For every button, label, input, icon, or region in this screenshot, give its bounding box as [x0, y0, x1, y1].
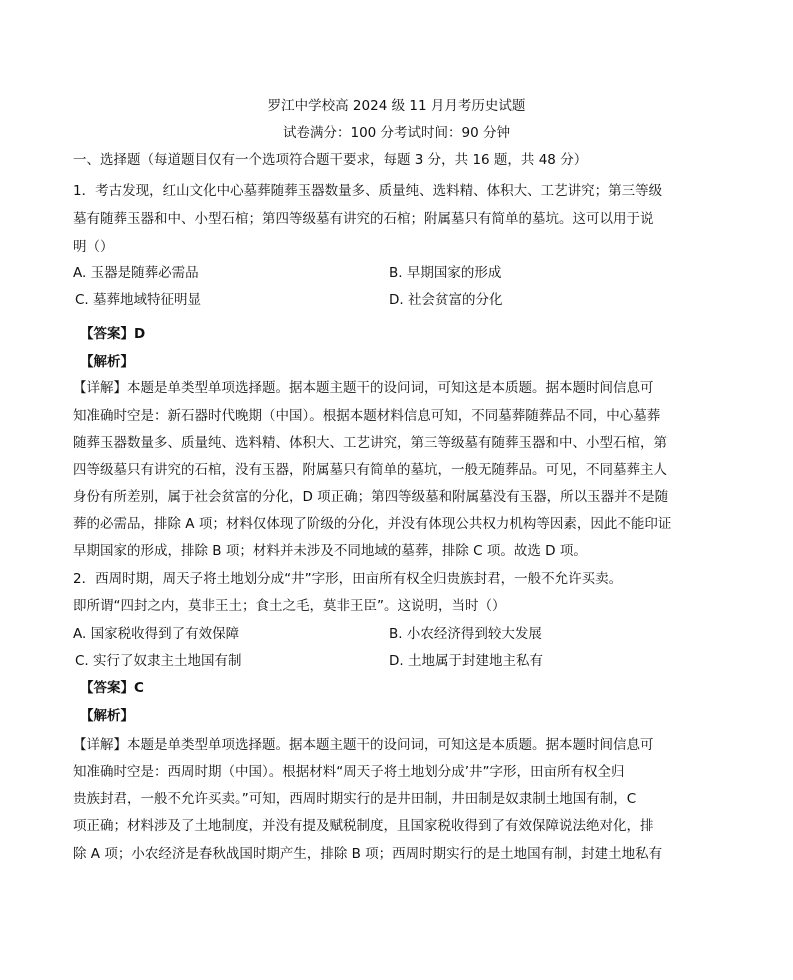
- exam-subtitle: 试卷满分：100 分考试时间：90 分钟: [282, 125, 511, 141]
- q2-option-c: C. 实行了奴隶主土地国有制: [75, 653, 242, 669]
- q1-detail-line: 随葬玉器数量多、质量纯、选料精、体积大、工艺讲究，第三等级墓有随葬玉器和中、小型石棺，第: [73, 435, 667, 451]
- q1-detail-line: 四等级墓只有讲究的石棺，没有玉器，附属墓只有简单的墓坑，一般无随葬品。可见，不同墓葬主人: [73, 462, 667, 478]
- q2-detail-line: 除 A 项；小农经济是春秋战国时期产生，排除 B 项；西周时期实行的是土地国有制，封建土地私有: [73, 846, 663, 862]
- q1-detail-line: 葬的必需品，排除 A 项；材料仅体现了阶级的分化，并没有体现公共权力机构等因素，因此不能印证: [73, 516, 672, 532]
- q1-detail-line: 知准确时空是：新石器时代晚期（中国）。根据本题材料信息可知，不同墓葬随葬品不同，中心墓葬: [73, 408, 661, 424]
- q2-stem-line: 2．西周时期，周天子将土地划分成“井”字形，田亩所有权全归贵族封君，一般不允许买卖。: [73, 571, 623, 587]
- q1-detail-line: 身份有所差别，属于社会贫富的分化，D 项正确；第四等级墓和附属墓没有玉器，所以玉器并不是随: [73, 489, 669, 505]
- q1-stem-line: 墓有随葬玉器和中、小型石棺；第四等级墓有讲究的石棺；附属墓只有简单的墓坑。这可以用于说: [73, 211, 654, 227]
- q2-detail-line: 项正确；材料涉及了土地制度，并没有提及赋税制度，且国家税收得到了有效保障说法绝对化，排: [73, 818, 654, 834]
- q2-detail-line: 知准确时空是：西周时期（中国）。根据材料“周天子将土地划分成’井”字形，田亩所有权全归: [73, 764, 625, 780]
- q2-option-d: D. 土地属于封建地主私有: [389, 653, 543, 669]
- q2-answer: 【答案】C: [80, 680, 144, 696]
- q1-option-d: D. 社会贫富的分化: [389, 292, 503, 308]
- q1-stem-line: 1．考古发现，红山文化中心墓葬随葬玉器数量多、质量纯、选料精、体积大、工艺讲究；第三等级: [73, 183, 663, 199]
- q1-option-b: B. 早期国家的形成: [389, 265, 502, 281]
- q1-answer: 【答案】D: [80, 326, 146, 342]
- exam-title: 罗江中学校高 2024 级 11 月月考历史试题: [267, 98, 526, 114]
- q1-detail-line: 早期国家的形成，排除 B 项；材料并未涉及不同地域的墓葬，排除 C 项。故选 D 项。: [73, 543, 587, 559]
- q2-option-b: B. 小农经济得到较大发展: [389, 626, 542, 642]
- q2-analysis-label: 【解析】: [80, 708, 134, 724]
- section-heading: 一、选择题（每道题目仅有一个选项符合题干要求，每题 3 分，共 16 题，共 48 分）: [73, 152, 588, 168]
- q1-analysis-label: 【解析】: [80, 354, 134, 370]
- q2-option-a: A. 国家税收得到了有效保障: [73, 626, 240, 642]
- q2-stem-line: 即所谓“四封之内，莫非王土；食土之毛，莫非王臣”。这说明，当时（）: [73, 598, 506, 614]
- q1-stem-line: 明（）: [73, 239, 114, 255]
- q2-detail-line: 【详解】本题是单类型单项选择题。据本题主题干的设问词，可知这是本质题。据本题时间信息可: [73, 737, 654, 753]
- q1-option-c: C. 墓葬地域特征明显: [75, 292, 202, 308]
- q2-detail-line: 贵族封君，一般不允许买卖。”可知，西周时期实行的是井田制，井田制是奴隶制土地国有制，C: [73, 791, 637, 807]
- q1-detail-line: 【详解】本题是单类型单项选择题。据本题主题干的设问词，可知这是本质题。据本题时间信息可: [73, 380, 654, 396]
- q1-option-a: A. 玉器是随葬必需品: [73, 265, 199, 281]
